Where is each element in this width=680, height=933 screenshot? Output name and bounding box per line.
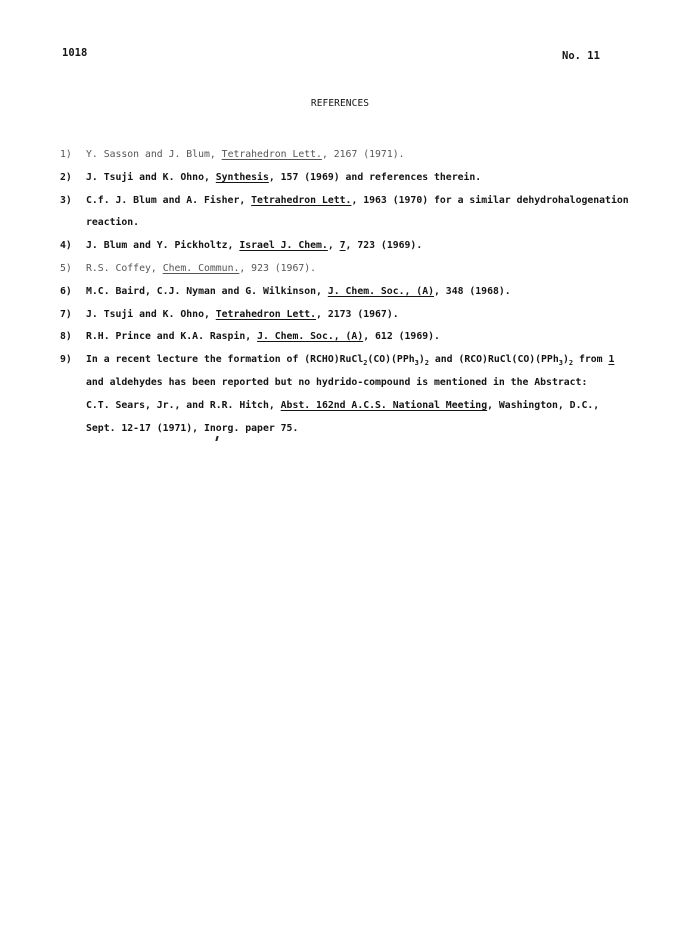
reference-text: , 348 (1968). [434,285,511,297]
subscript: 3 [558,359,563,368]
subscript: 2 [424,359,429,368]
reference-continuation-line [86,372,630,395]
reference-list [60,144,630,440]
reference-line [86,167,630,190]
reference-underlined-text: Tetrahedron Lett. [215,308,317,320]
reference-underlined-text: Tetrahedron Lett. [221,149,322,160]
reference-continuation-line [86,212,630,235]
reference-underlined-text: J. Chem. Soc., (A) [257,331,364,343]
reference-text: C.f. J. Blum and A. Fisher, [86,194,252,206]
reference-continuation-line [86,395,630,418]
reference-text: , 612 (1969). [363,331,440,343]
reference-line [86,190,630,213]
reference-number: 8) [60,331,72,343]
reference-underlined-text: 7 [339,240,346,252]
reference-line [86,326,630,349]
references-heading: REFERENCES [310,98,370,109]
reference-text: C.T. Sears, Jr., and R.R. Hitch, [86,399,281,411]
subscript: 2 [568,359,574,368]
reference-text: (CO)(PPh [367,354,415,366]
reference-text: , 723 (1969). [345,240,423,252]
reference-text: and aldehydes has been reported but no hydrido-compound is mentioned in the Abstract: [86,376,588,388]
reference-number: 9) [60,354,72,366]
reference-underlined-text: Tetrahedron Lett. [251,194,352,206]
reference-text: , [327,240,340,252]
reference-text: Y. Sasson and J. Blum, [86,149,222,160]
reference-item [60,281,630,304]
reference-text: R.S. Coffey, [86,262,163,274]
reference-text: , 157 (1969) and references therein. [268,171,482,183]
reference-text: , Washington, D.C., [487,399,600,411]
subscript: 2 [363,359,368,368]
reference-number: 2) [60,171,72,183]
reference-item [60,258,630,281]
reference-text: R.H. Prince and K.A. Raspin, [86,331,258,343]
reference-number: 3) [60,194,72,206]
reference-continuation-line [86,418,630,441]
reference-item [60,349,630,440]
reference-text: J. Tsuji and K. Ohno, [86,171,216,183]
reference-text: , 2167 (1971). [321,149,405,160]
reference-item [60,190,630,236]
reference-text: , 923 (1967). [239,262,317,274]
reference-underlined-text: J. Chem. Soc., (A) [327,285,434,297]
reference-number: 7) [60,308,72,320]
reference-text: , 1963 (1970) for a similar dehydrohalogenation [351,194,629,206]
reference-line [86,281,630,304]
page-number: 1018 [62,47,88,59]
reference-text: M.C. Baird, C.J. Nyman and G. Wilkinson, [86,285,328,297]
reference-underlined-text: Abst. 162nd A.C.S. National Meeting [280,399,488,411]
reference-underlined-text: Synthesis [215,171,269,183]
reference-number: 5) [60,262,72,274]
reference-item [60,235,630,258]
reference-line [86,258,630,281]
reference-number: 4) [60,240,72,252]
reference-item [60,304,630,327]
reference-text: from [573,354,609,366]
reference-line [86,235,630,258]
reference-item [60,167,630,190]
reference-text: and (RCO)RuCl(CO)(PPh [428,354,559,366]
reference-number: 6) [60,285,72,297]
reference-text: In a recent lecture the formation of (RCHO)RuCl [86,354,364,366]
reference-line [86,304,630,327]
reference-line [86,349,630,372]
reference-text: reaction. [86,217,140,229]
reference-line [86,144,630,167]
reference-text: J. Blum and Y. Pickholtz, [86,240,240,252]
reference-item [60,144,630,167]
reference-item [60,326,630,349]
reference-underlined-text: 1 [608,354,615,366]
reference-text: J. Tsuji and K. Ohno, [86,308,216,320]
reference-underlined-text: Chem. Commun. [162,262,240,274]
reference-text: , 2173 (1967). [316,308,399,320]
reference-text: Sept. 12-17 (1971), Inorg. paper 75. [86,422,299,434]
reference-text: ) [562,354,569,366]
journal-issue-number: No. 11 [562,50,600,62]
subscript: 3 [414,359,419,368]
reference-underlined-text: Israel J. Chem. [239,240,328,252]
reference-number: 1) [60,149,72,160]
reference-text: ) [418,354,425,366]
